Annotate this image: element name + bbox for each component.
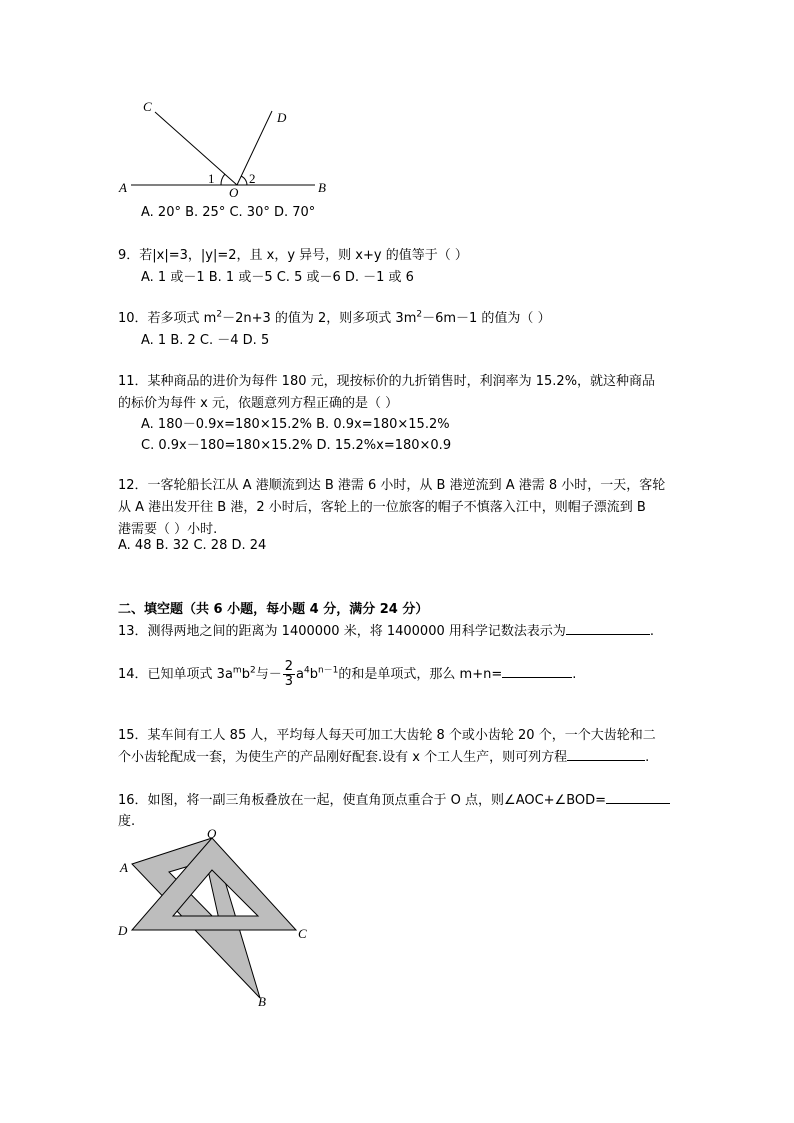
q15-answer-blank[interactable] xyxy=(567,750,645,761)
q14-fraction xyxy=(283,660,295,689)
label-d: D xyxy=(118,923,128,938)
label-a: A xyxy=(120,860,128,875)
q14-b2: b xyxy=(309,667,318,682)
q14-yu: 与－ xyxy=(255,667,282,682)
q12-options: A. 48 B. 32 C. 28 D. 24 xyxy=(118,538,267,553)
q10-options: A. 1 B. 2 C. －4 D. 5 xyxy=(141,333,270,348)
q14-answer-blank[interactable] xyxy=(502,667,572,678)
q12-line1: 12．一客轮船长江从 A 港顺流到达 B 港需 6 小时，从 B 港逆流到 A 港需 8 小时，一天，客轮 xyxy=(118,478,666,493)
q14-frac-den: 3 xyxy=(284,674,293,689)
q13-text: 13．测得两地之间的距离为 1400000 米，将 1400000 用科学记数法表示为 xyxy=(118,624,566,639)
q14-b: b xyxy=(241,667,250,682)
q14-exp-2: 2 xyxy=(249,665,256,676)
q16-line2: 度. xyxy=(118,814,136,829)
q14-prefix: 14．已知单项式 3a xyxy=(118,667,233,682)
q12-line2: 从 A 港出发开往 B 港，2 小时后，客轮上的一位旅客的帽子不慎落入江中，则帽子漂流到 B xyxy=(118,500,646,515)
q11-line2: 的标价为每件 x 元，依题意列方程正确的是（ ） xyxy=(118,396,399,411)
label-o: O xyxy=(207,826,217,841)
angle-arc-1 xyxy=(221,174,225,185)
label-o: O xyxy=(229,185,239,200)
q14 xyxy=(118,660,576,689)
q11-options-2: C. 0.9x－180=180×15.2% D. 15.2%x=180×0.9 xyxy=(141,438,452,453)
label-c: C xyxy=(143,99,152,114)
angle-figure-q8 xyxy=(115,98,345,202)
q15-end: . xyxy=(645,750,650,765)
label-c: C xyxy=(298,926,307,941)
q10-sup-2: 2 xyxy=(416,309,423,320)
q15-line1: 15．某车间有工人 85 人，平均每人每天可加工大齿轮 8 个或小齿轮 20 个，一个大齿轮和二 xyxy=(118,728,656,743)
q16-line1 xyxy=(118,789,670,808)
section-heading: 二、填空题（共 6 小题，每小题 4 分，满分 24 分） xyxy=(118,602,429,617)
q14-exp-m: m xyxy=(232,665,242,676)
q10-middle: －2n+3 的值为 2，则多项式 3m xyxy=(222,311,417,326)
q9-stem: 9．若|x|=3，|y|=2，且 x，y 异号，则 x+y 的值等于（ ） xyxy=(118,248,468,263)
q11-options-1: A. 180－0.9x=180×15.2% B. 0.9x=180×15.2% xyxy=(141,417,450,432)
q10-stem xyxy=(118,307,551,326)
q9-options: A. 1 或－1 B. 1 或－5 C. 5 或－6 D. －1 或 6 xyxy=(141,270,414,285)
q16-answer-blank[interactable] xyxy=(606,793,670,804)
q12-line3: 港需要（ ）小时. xyxy=(118,522,218,537)
q14-frac-num: 2 xyxy=(284,659,293,674)
q13-end: . xyxy=(649,624,655,639)
q13 xyxy=(118,620,654,639)
q10-prefix: 10．若多项式 m xyxy=(118,311,217,326)
q16-line1-text: 16．如图，将一副三角板叠放在一起，使直角顶点重合于 O 点，则∠AOC+∠BOD= xyxy=(118,793,607,808)
q10-suffix: －6m－1 的值为（ ） xyxy=(422,311,551,326)
q8-options: A. 20° B. 25° C. 30° D. 70° xyxy=(141,205,316,220)
q14-end: . xyxy=(572,667,577,682)
q15-line2 xyxy=(118,746,649,765)
triangles-figure-q16 xyxy=(112,826,322,1010)
q15-line2-text: 个小齿轮配成一套，为使生产的产品刚好配套.设有 x 个工人生产，则可列方程 xyxy=(118,750,568,765)
label-angle-2: 2 xyxy=(249,171,256,186)
label-b: B xyxy=(318,180,326,195)
label-angle-1: 1 xyxy=(208,171,215,186)
q14-suffix: 的和是单项式，那么 m+n= xyxy=(338,667,503,682)
q13-answer-blank[interactable] xyxy=(566,624,650,635)
q10-sup-1: 2 xyxy=(216,309,223,320)
label-a: A xyxy=(119,180,127,195)
angle-arc-2 xyxy=(241,176,247,185)
label-b: B xyxy=(258,994,266,1009)
q14-exp-4: 4 xyxy=(303,665,310,676)
q14-a: a xyxy=(296,667,304,682)
q11-line1: 11．某种商品的进价为每件 180 元，现按标价的九折销售时，利润率为 15.2%，就这种商品 xyxy=(118,374,656,389)
q14-exp-n: n－1 xyxy=(317,665,339,676)
label-d: D xyxy=(277,110,287,125)
